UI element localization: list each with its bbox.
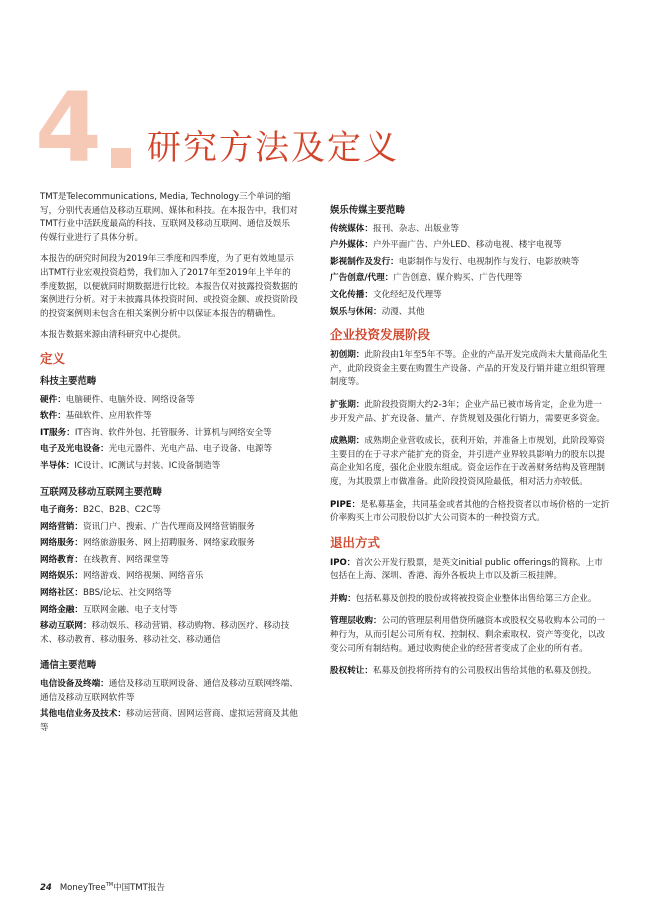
media-item-term: 娱乐与休闲： [330,306,382,317]
stage-item-desc: 此阶段投资期大约2-3年；企业产品已被市场肯定，企业为进一步开发产品、扩充设备、量产、存货规划及强化行销力，需要更多资金。 [330,399,606,424]
telecom-scope-list [40,678,298,735]
exit-item [330,615,610,656]
intro-paragraph: 本报告的研究时间段为2019年三季度和四季度，为了更有效地显示出TMT行业宏观投资趋势，我们加入了2017年至2019年上半年的季度数据，以便就同时期数据进行比较。本报告仅对披露投资数据的案例进行分析。对于未披露具体投资时间、或投资金额、或投资阶段的投资案例则未包含在相关案例分析中以保证本报告的精确性。 [40,254,298,319]
exit-item-desc: 私募及创投将所持有的公司股权出售给其他的私募及创投。 [372,666,597,677]
tech-item-term: 软件： [40,411,66,422]
media-item-desc: 报刊、杂志、出版业等 [372,223,459,234]
stage-item-term: PIPE： [330,499,361,510]
internet-item [40,570,298,584]
media-item [330,223,610,237]
internet-item-term: 网络服务： [40,538,83,549]
tech-scope-list [40,394,298,474]
exit-item-desc: 公司的管理层利用借贷所融资本或股权交易收购本公司的一种行为，从而引起公司所有权、控制权、剩余索取权、资产等变化，以改变公司所有制结构。通过收购使企业的经营者变成了企业的所有者。 [330,616,606,654]
internet-item-desc: 资讯门户、搜索、广告代理商及网络营销服务 [82,521,255,532]
exit-item-desc: 包括私募及创投的股份或将被投资企业整体出售给第三方企业。 [355,593,597,604]
internet-item-desc: 移动娱乐、移动营销、移动购物、移动医疗、移动技术、移动教育、移动服务、移动社交、移动通信 [40,621,290,645]
stage-item [330,499,610,526]
internet-item-desc: BBS/论坛、社交网络等 [82,588,172,599]
internet-item [40,537,298,551]
tech-item [40,443,298,457]
telecom-item [40,708,298,735]
stage-item-desc: 成熟期企业营收成长，获利开始，并准备上市规划，此阶段筹资主要目的在于寻求产能扩充的资金，并引进产业界较具影响力的股东以提高企业知名度，强化企业股东组成。资金运作在于改善财务结构及管理制度，为其股票上市做准备。此阶段投资风险最低，相对活力亦较低。 [330,436,606,487]
internet-item-term: 电子商务： [40,505,83,516]
internet-item-desc: B2C、B2B、C2C等 [82,505,161,516]
internet-scope-title: 互联网及移动互联网主要范畴 [40,486,162,498]
media-item [330,289,610,303]
media-item [330,239,610,253]
media-item-desc: 广告创意、媒介购买、广告代理等 [393,273,523,284]
media-item [330,306,610,320]
media-item [330,272,610,286]
internet-item-term: 网络教育： [40,554,83,565]
report-name: MoneyTree™中国TMT报告 [59,882,165,893]
stages-list [330,349,610,526]
tech-item [40,410,298,424]
chapter-number-dot [111,148,131,168]
tech-item-desc: 基础软件、应用软件等 [65,411,152,422]
media-item-term: 户外媒体： [330,240,373,251]
media-item-term: 传统媒体： [330,223,373,234]
chapter-number: 4 [35,72,100,184]
exit-item [330,593,610,607]
internet-item-term: 网络社区： [40,588,83,599]
left-column [40,191,298,738]
telecom-item-term: 电信设备及终端： [40,679,109,690]
stage-item [330,435,610,489]
tech-item-term: IT服务： [40,427,75,438]
internet-item [40,604,298,618]
tech-item-desc: 光电元器件、光电产品、电子设备、电源等 [108,444,273,455]
stage-item-term: 成熟期： [330,436,365,447]
telecom-item-desc: 通信及移动互联网设备、通信及移动互联网终端、通信及移动互联网软件等 [40,679,298,703]
exit-item-term: 并购： [330,593,356,604]
tech-item [40,427,298,441]
right-column [330,191,610,688]
telecom-item [40,678,298,705]
internet-item-term: 网络娱乐： [40,571,83,582]
chapter-title: 研究方法及定义 [147,128,399,168]
internet-item [40,504,298,518]
intro-paragraph: TMT是Telecommunications, Media, Technology三个单词的缩写，分别代表通信及移动互联网、媒体和科技。在本报告中，我们对TMT行业中活跃度最高的科技、互联网及移动互联网、通信及娱乐传媒行业进行了具体分析。 [40,192,298,243]
exit-item-term: 股权转让： [330,666,373,677]
exits-list [330,557,610,679]
stage-item [330,349,610,390]
exits-title: 退出方式 [330,534,381,550]
internet-item-term: 网络营销： [40,521,83,532]
internet-item [40,620,298,647]
tech-item-term: 硬件： [40,394,66,405]
internet-item-term: 网络金融： [40,604,83,615]
stages-title: 企业投资发展阶段 [330,327,431,343]
media-scope-title: 娱乐传媒主要范畴 [330,205,406,216]
page-footer [40,881,165,893]
page-number: 24 [40,883,52,893]
internet-item-desc: 网络游戏、网络视频、网络音乐 [82,571,204,582]
media-item-desc: 户外平面广告、户外LED、移动电视、楼宇电视等 [372,240,562,251]
internet-item-desc: 网络旅游服务、网上招聘服务、网络家政服务 [82,538,255,549]
tech-item [40,460,298,474]
stage-item-desc: 此阶段由1年至5年不等。企业的产品开发完成尚未大量商品化生产，此阶段资金主要在购置生产设备、产品的开发及行销并建立组织管理制度等。 [330,350,608,388]
internet-item-term: 移动互联网： [40,621,92,632]
telecom-item-desc: 移动运营商、固网运营商、虚拟运营商及其他等 [40,709,298,733]
exit-item-desc: 首次公开发行股票，是英文initial public offerings的简称。上市包括在上海、深圳、香港、海外各板块上市以及新三板挂牌。 [330,557,603,582]
stage-item [330,399,610,426]
media-item [330,256,610,270]
exit-item-term: 管理层收购： [330,616,382,627]
internet-item [40,587,298,601]
tech-item-term: 半导体： [40,460,75,471]
media-item-desc: 动漫、其他 [381,306,425,317]
intro-paragraph: 本报告数据来源由清科研究中心提供。 [40,330,187,341]
definitions-title: 定义 [40,350,66,366]
exit-item [330,665,610,679]
tech-item-desc: IT咨询、软件外包、托管服务、计算机与网络安全等 [74,427,272,438]
tech-item-desc: IC设计、IC测试与封装、IC设备制造等 [74,460,221,471]
stage-item-term: 扩张期： [330,399,365,410]
chapter-header [35,72,635,190]
media-item-term: 影视制作及发行： [330,256,399,267]
telecom-scope-title: 通信主要范畴 [40,660,97,672]
stage-item-desc: 是私募基金，共同基金或者其他的合格投资者以市场价格的一定折价率购买上市公司股份以扩大公司资本的一种投资方式。 [330,499,610,524]
internet-item-desc: 互联网金融、电子支付等 [82,604,178,615]
exit-item [330,557,610,584]
internet-item-desc: 在线教育、网络课堂等 [82,554,169,565]
media-item-desc: 电影制作与发行、电视制作与发行、电影放映等 [398,256,580,267]
media-scope-list [330,223,610,320]
media-item-term: 文化传播： [330,289,373,300]
tech-item-term: 电子及光电设备： [40,444,109,455]
stage-item-term: 初创期： [330,350,365,361]
media-item-term: 广告创意/代理： [330,273,394,284]
internet-scope-list [40,504,298,647]
internet-item [40,521,298,535]
telecom-item-term: 其他电信业务及技术： [40,709,126,720]
media-item-desc: 文化经纪及代理等 [372,289,442,300]
tech-scope-title: 科技主要范畴 [40,375,97,387]
internet-item [40,554,298,568]
exit-item-term: IPO： [330,557,356,568]
tech-item-desc: 电脑硬件、电脑外设、网络设备等 [65,394,195,405]
tech-item [40,394,298,408]
